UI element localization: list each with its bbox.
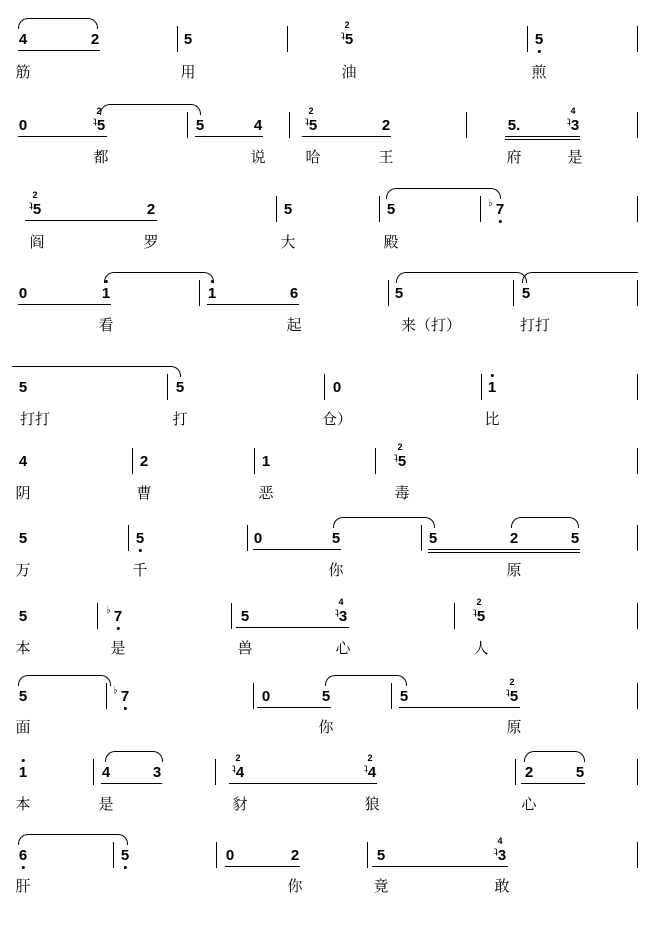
bar-line (421, 525, 422, 551)
slur-arc (18, 18, 98, 29)
octave-dot-below (22, 866, 25, 869)
lyric-text: 阎 (29, 233, 45, 251)
underline-beam (253, 549, 341, 550)
grace-tie-mark: ʇ (93, 116, 97, 127)
lyric-text: 人 (473, 639, 489, 657)
bar-line (637, 842, 638, 868)
jianpu-note: 5 (509, 688, 519, 705)
lyric-text: 阴 (15, 484, 31, 502)
grace-note: 2 (235, 753, 241, 763)
underline-beam (372, 866, 508, 867)
underline-beam (257, 707, 331, 708)
lyric-text: 你 (287, 877, 303, 895)
bar-line (253, 683, 254, 709)
jianpu-note: 1 (19, 765, 27, 781)
underline-beam (101, 783, 162, 784)
bar-line (97, 603, 98, 629)
bar-line (388, 280, 389, 306)
slur-arc (12, 366, 181, 377)
jianpu-note: 5 (570, 530, 580, 547)
underline-beam (428, 549, 580, 550)
bar-line (289, 112, 290, 138)
jianpu-note: 5 (575, 764, 585, 781)
octave-dot-below (124, 707, 127, 710)
lyric-text: 是 (98, 795, 114, 813)
jianpu-note: 0 (18, 117, 28, 134)
grace-note: 4 (570, 106, 576, 116)
grace-tie-mark: ʇ (473, 607, 477, 618)
bar-line (106, 683, 107, 709)
lyric-text: 心 (521, 795, 537, 813)
jianpu-note: 1 (261, 453, 271, 470)
grace-tie-mark: ʇ (506, 687, 510, 698)
grace-tie-mark: ʇ (335, 607, 339, 618)
bar-line (391, 683, 392, 709)
bar-line (167, 374, 168, 400)
jianpu-note: 2 (381, 117, 391, 134)
lyric-text: 王 (378, 148, 394, 166)
lyric-text: 打打 (519, 316, 551, 334)
bar-line (637, 26, 638, 52)
lyric-text: 曹 (136, 484, 152, 502)
bar-line (515, 759, 516, 785)
lyric-text: 罗 (143, 233, 159, 251)
jianpu-note: 5. (507, 117, 521, 134)
grace-tie-mark: ʇ (232, 763, 236, 774)
jianpu-note: 3 (338, 608, 348, 625)
underline-beam (207, 304, 299, 305)
underline-beam (399, 707, 520, 708)
jianpu-note: 5 (240, 608, 250, 625)
bar-line (367, 842, 368, 868)
bar-line (637, 196, 638, 222)
bar-line (276, 196, 277, 222)
bar-line (637, 603, 638, 629)
lyric-text: 打 (172, 410, 188, 428)
bar-line (216, 842, 217, 868)
grace-tie-mark: ʇ (29, 200, 33, 211)
underline-beam (18, 136, 107, 137)
bar-line (247, 525, 248, 551)
lyric-text: 狼 (364, 795, 380, 813)
jianpu-note: 3 (497, 847, 507, 864)
lyric-text: 本 (15, 795, 31, 813)
lyric-text: 毒 (394, 484, 410, 502)
lyric-text: 是 (110, 639, 126, 657)
lyric-text: 恶 (258, 484, 274, 502)
lyric-text: 万 (15, 561, 31, 579)
bar-line (324, 374, 325, 400)
jianpu-note: 5 (18, 608, 28, 625)
lyric-text: 都 (93, 148, 109, 166)
underline-beam (225, 866, 300, 867)
bar-line (637, 448, 638, 474)
jianpu-note: 2 (90, 31, 100, 48)
jianpu-note: 0 (253, 530, 263, 547)
jianpu-note: 4 (253, 117, 263, 134)
grace-note: 2 (476, 597, 482, 607)
grace-note: 2 (397, 442, 403, 452)
jianpu-note: 5 (136, 531, 144, 547)
lyric-text: 千 (132, 561, 148, 579)
jianpu-note: 5 (283, 201, 293, 218)
bar-line (128, 525, 129, 551)
lyric-text: 府 (506, 148, 522, 166)
bar-line (132, 448, 133, 474)
octave-dot-below (124, 866, 127, 869)
flat-sign: ♭ (106, 605, 111, 616)
lyric-text: 原 (506, 561, 522, 579)
jianpu-note: 2 (524, 764, 534, 781)
jianpu-note: 5 (308, 117, 318, 134)
bar-line (637, 112, 638, 138)
slur-arc (524, 751, 585, 762)
slur-arc (18, 675, 111, 686)
slur-arc (386, 188, 501, 199)
jianpu-note: 5 (32, 201, 42, 218)
underline-beam (195, 136, 263, 137)
jianpu-note: 0 (18, 285, 28, 302)
jianpu-note: 5 (376, 847, 386, 864)
lyric-text: 竟 (373, 877, 389, 895)
jianpu-note: 3 (152, 764, 162, 781)
slur-arc (522, 272, 638, 283)
jianpu-note: 0 (261, 688, 271, 705)
underline-beam (18, 304, 111, 305)
grace-tie-mark: ʇ (305, 116, 309, 127)
underline-beam (521, 783, 585, 784)
jianpu-note: 7 (121, 689, 129, 705)
lyric-text: 是 (567, 148, 583, 166)
jianpu-note: 5 (535, 32, 543, 48)
octave-dot-below (499, 220, 502, 223)
flat-sign: ♭ (488, 198, 493, 209)
slur-arc (511, 517, 579, 528)
jianpu-note: 0 (225, 847, 235, 864)
slur-arc (104, 272, 214, 283)
jianpu-note: 5 (321, 688, 331, 705)
slur-arc (333, 517, 435, 528)
lyric-text: 说 (250, 148, 266, 166)
lyric-text: 殿 (383, 233, 399, 251)
grace-note: 2 (367, 753, 373, 763)
jianpu-note: 6 (19, 848, 27, 864)
jianpu-note: 5 (394, 285, 404, 302)
bar-line (93, 759, 94, 785)
bar-line (177, 26, 178, 52)
bar-line (466, 112, 467, 138)
lyric-text: 肝 (15, 877, 31, 895)
octave-dot-below (538, 50, 541, 53)
underline-beam (18, 50, 100, 51)
octave-dot-above (491, 374, 494, 377)
slur-arc (396, 272, 527, 283)
slur-arc (325, 675, 407, 686)
bar-line (287, 26, 288, 52)
slur-arc (105, 751, 163, 762)
bar-line (215, 759, 216, 785)
underline-beam (236, 627, 349, 628)
grace-tie-mark: ʇ (494, 846, 498, 857)
jianpu-note: 2 (146, 201, 156, 218)
grace-tie-mark: ʇ (567, 116, 571, 127)
octave-dot-below (139, 549, 142, 552)
jianpu-note: 4 (235, 764, 245, 781)
jianpu-note: 0 (332, 379, 342, 396)
underline-beam (505, 139, 580, 140)
bar-line (231, 603, 232, 629)
bar-line (527, 26, 528, 52)
lyric-text: 仓） (321, 410, 353, 428)
lyric-text: 油 (341, 63, 357, 81)
jianpu-note: 1 (488, 380, 496, 396)
grace-note: 4 (497, 836, 503, 846)
grace-note: 2 (32, 190, 38, 200)
lyric-text: 筋 (15, 63, 31, 81)
octave-dot-below (117, 627, 120, 630)
jianpu-note: 5 (18, 379, 28, 396)
lyric-text: 看 (98, 316, 114, 334)
slur-arc (18, 834, 128, 845)
jianpu-note: 6 (289, 285, 299, 302)
grace-note: 2 (308, 106, 314, 116)
lyric-text: 大 (280, 233, 296, 251)
grace-tie-mark: ʇ (341, 30, 345, 41)
lyric-text: 面 (15, 718, 31, 736)
jianpu-note: 1 (208, 286, 216, 302)
jianpu-note: 5 (96, 117, 106, 134)
underline-beam (302, 136, 391, 137)
jianpu-note: 4 (18, 31, 28, 48)
bar-line (637, 374, 638, 400)
lyric-text: 原 (506, 718, 522, 736)
lyric-text: 煎 (531, 63, 547, 81)
jianpu-note: 5 (121, 848, 129, 864)
jianpu-note: 5 (18, 688, 28, 705)
jianpu-note: 4 (367, 764, 377, 781)
lyric-text: 豺 (232, 795, 248, 813)
lyric-text: 打打 (19, 410, 51, 428)
grace-note: 2 (96, 106, 102, 116)
jianpu-note: 2 (139, 453, 149, 470)
jianpu-note: 5 (521, 285, 531, 302)
octave-dot-above (22, 759, 25, 762)
jianpu-note: 5 (386, 201, 396, 218)
grace-tie-mark: ʇ (394, 452, 398, 463)
bar-line (637, 280, 638, 306)
jianpu-note: 5 (331, 530, 341, 547)
lyric-text: 起 (286, 316, 302, 334)
bar-line (113, 842, 114, 868)
underline-beam (505, 136, 580, 137)
lyric-text: 兽 (237, 639, 253, 657)
lyric-text: 来（打） (400, 316, 462, 334)
jianpu-note: 5 (428, 530, 438, 547)
bar-line (637, 525, 638, 551)
bar-line (481, 374, 482, 400)
jianpu-note: 1 (102, 286, 110, 302)
jianpu-note: 7 (114, 609, 122, 625)
lyric-text: 你 (328, 561, 344, 579)
underline-beam (229, 783, 377, 784)
grace-note: 4 (338, 597, 344, 607)
jianpu-note: 5 (399, 688, 409, 705)
bar-line (187, 112, 188, 138)
jianpu-note: 4 (18, 453, 28, 470)
bar-line (513, 280, 514, 306)
bar-line (375, 448, 376, 474)
grace-note: 2 (509, 677, 515, 687)
jianpu-note: 4 (101, 764, 111, 781)
lyric-text: 哈 (305, 148, 321, 166)
bar-line (637, 683, 638, 709)
bar-line (379, 196, 380, 222)
lyric-text: 敢 (494, 877, 510, 895)
lyric-text: 比 (484, 410, 500, 428)
lyric-text: 用 (180, 63, 196, 81)
underline-beam (25, 220, 157, 221)
jianpu-note: 2 (290, 847, 300, 864)
jianpu-note: 5 (195, 117, 205, 134)
flat-sign: ♭ (113, 685, 118, 696)
lyric-text: 本 (15, 639, 31, 657)
lyric-text: 你 (318, 718, 334, 736)
jianpu-note: 2 (509, 530, 519, 547)
bar-line (637, 759, 638, 785)
bar-line (254, 448, 255, 474)
underline-beam (428, 552, 580, 553)
bar-line (454, 603, 455, 629)
jianpu-note: 5 (183, 31, 193, 48)
bar-line (199, 280, 200, 306)
grace-tie-mark: ʇ (364, 763, 368, 774)
jianpu-note: 3 (570, 117, 580, 134)
jianpu-note: 5 (397, 453, 407, 470)
jianpu-note: 7 (496, 202, 504, 218)
slur-arc (100, 104, 201, 115)
jianpu-note: 5 (476, 608, 486, 625)
jianpu-note: 5 (175, 379, 185, 396)
jianpu-note: 5 (344, 31, 354, 48)
bar-line (480, 196, 481, 222)
lyric-text: 心 (335, 639, 351, 657)
jianpu-note: 5 (18, 530, 28, 547)
grace-note: 2 (344, 20, 350, 30)
